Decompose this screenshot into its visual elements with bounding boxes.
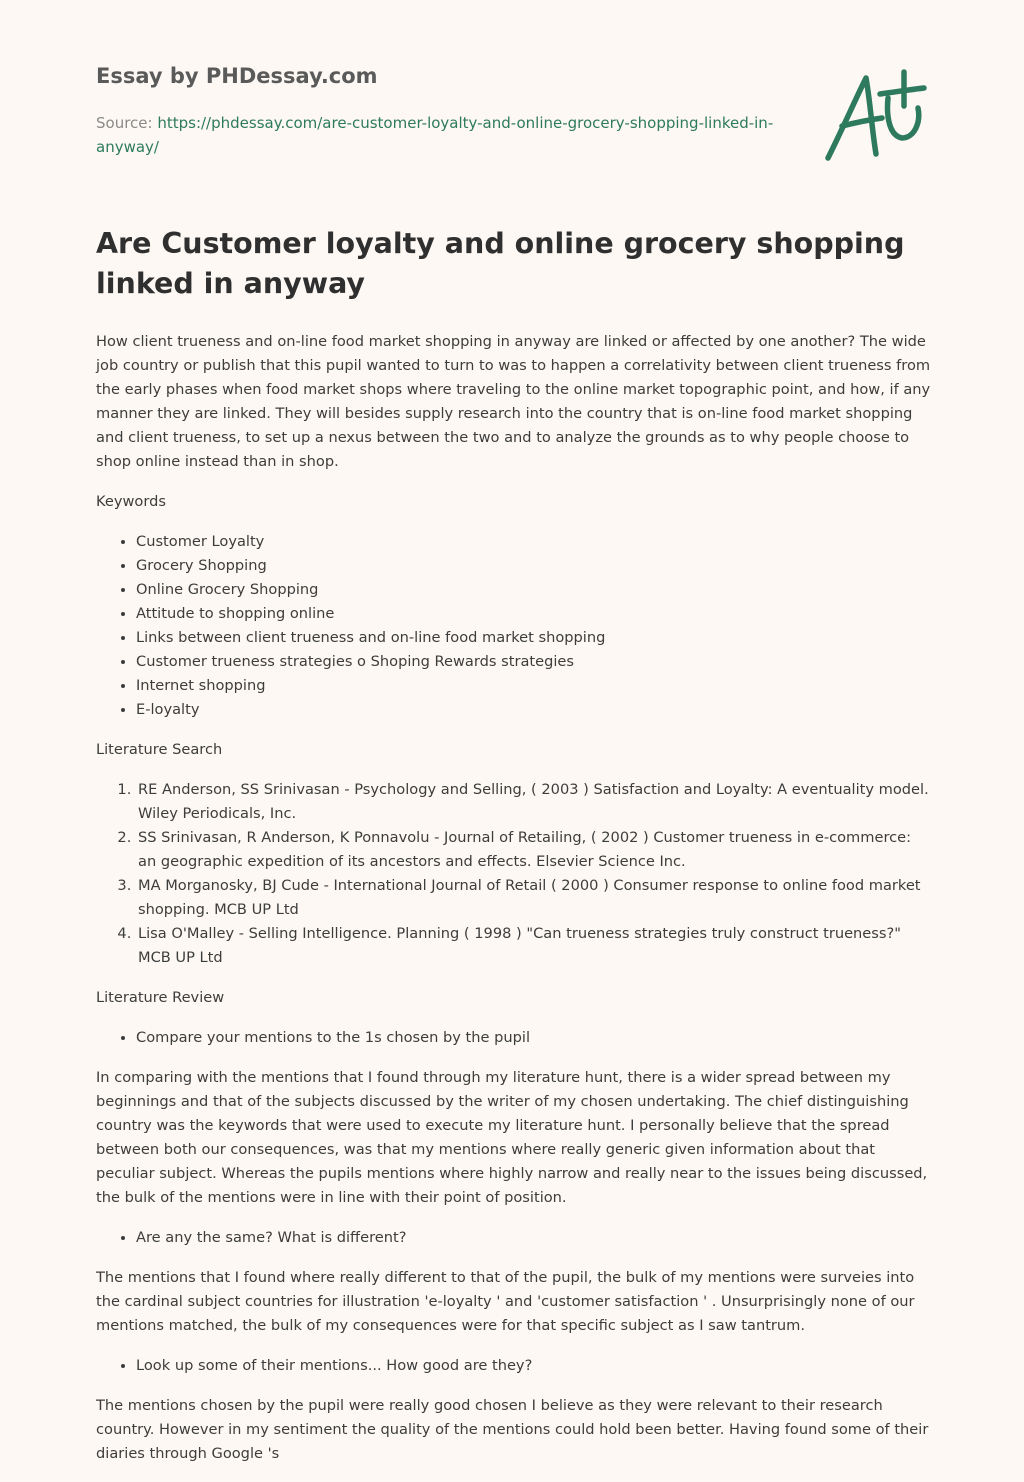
keyword-item: • Online Grocery Shopping <box>136 578 932 602</box>
review-question-list <box>96 1226 932 1250</box>
reference-item: 1. RE Anderson, SS Srinivasan - Psychology and Selling, ( 2003 ) Satisfaction and Loyalty: A eventuality model. Wiley Periodicals, Inc. <box>136 778 932 826</box>
keyword-item: • Internet shopping <box>136 674 932 698</box>
essay-title: Are Customer loyalty and online grocery shopping linked in anyway <box>96 227 905 300</box>
keyword-item: • Customer trueness strategies o Shoping Rewards strategies <box>136 650 932 674</box>
review-question: • Are any the same? What is different? <box>136 1226 932 1250</box>
keyword-item: • E-loyalty <box>136 698 932 722</box>
keywords-list <box>96 530 932 722</box>
keyword-item: • Attitude to shopping online <box>136 602 932 626</box>
literature-review-heading: Literature Review <box>96 989 225 1006</box>
a-plus-grade-logo-icon <box>820 68 930 168</box>
review-paragraph: In comparing with the mentions that I found through my literature hunt, there is a wider spread between my beginnings and that of the subjects discussed by the writer of my chosen undertaking. The chief distinguishing country was the keywords that were used to execute my literature hunt. I personally believe that the spread between both our consequences, was that my mentions where really generic given information about that peculiar subject. Whereas the pupils mentions where highly narrow and really near to the issues being discussed, the bulk of the mentions were in line with their point of position. <box>96 1069 928 1206</box>
review-paragraph: The mentions that I found where really different to that of the pupil, the bulk of my mentions were surveies into the cardinal subject countries for illustration 'e-loyalty ' and 'customer satisfaction ' . Unsurprisingly none of our mentions matched, the bulk of my consequences were for that specific subject as I saw tantrum. <box>96 1269 915 1334</box>
keyword-item: • Customer Loyalty <box>136 530 932 554</box>
review-paragraph: The mentions chosen by the pupil were really good chosen I believe as they were relevant to their research country. However in my sentiment the quality of the mentions could hold been better. Having found some of their diaries through Google 's <box>96 1397 929 1462</box>
reference-item: 2. SS Srinivasan, R Anderson, K Ponnavolu - Journal of Retailing, ( 2002 ) Customer trueness in e-commerce: an geographic expedition of its ancestors and effects. Elsevier Science Inc. <box>136 826 932 874</box>
keywords-heading: Keywords <box>96 493 166 510</box>
reference-item: 4. Lisa O'Malley - Selling Intelligence. Planning ( 1998 ) "Can trueness strategies truly construct trueness?" MCB UP Ltd <box>136 922 932 970</box>
review-question: • Compare your mentions to the 1s chosen by the pupil <box>136 1026 932 1050</box>
source-link[interactable]: https://phdessay.com/are-customer-loyalty-and-online-grocery-shopping-linked-in-anyway/ <box>96 114 774 156</box>
source-line <box>96 111 776 159</box>
literature-search-list <box>96 778 932 970</box>
review-question: • Look up some of their mentions... How good are they? <box>136 1354 932 1378</box>
keyword-item: • Grocery Shopping <box>136 554 932 578</box>
literature-search-heading: Literature Search <box>96 741 223 758</box>
review-question-list <box>96 1026 932 1050</box>
essay-content <box>96 224 932 1482</box>
review-question-list <box>96 1354 932 1378</box>
intro-paragraph: How client trueness and on-line food market shopping in anyway are linked or affected by one another? The wide job country or publish that this pupil wanted to turn to was to happen a correlativity between client trueness from the early phases when food market shops where traveling to the online market topographic point, and how, if any manner they are linked. They will besides supply research into the country that is on-line food market shopping and client trueness, to set up a nexus between the two and to analyze the grounds as to why people choose to shop online instead than in shop. <box>96 333 931 470</box>
site-brand: Essay by PHDessay.com <box>96 64 378 88</box>
keyword-item: • Links between client trueness and on-line food market shopping <box>136 626 932 650</box>
source-label: Source: <box>96 114 158 132</box>
reference-item: 3. MA Morganosky, BJ Cude - International Journal of Retail ( 2000 ) Consumer response to online food market shopping. MCB UP Ltd <box>136 874 932 922</box>
